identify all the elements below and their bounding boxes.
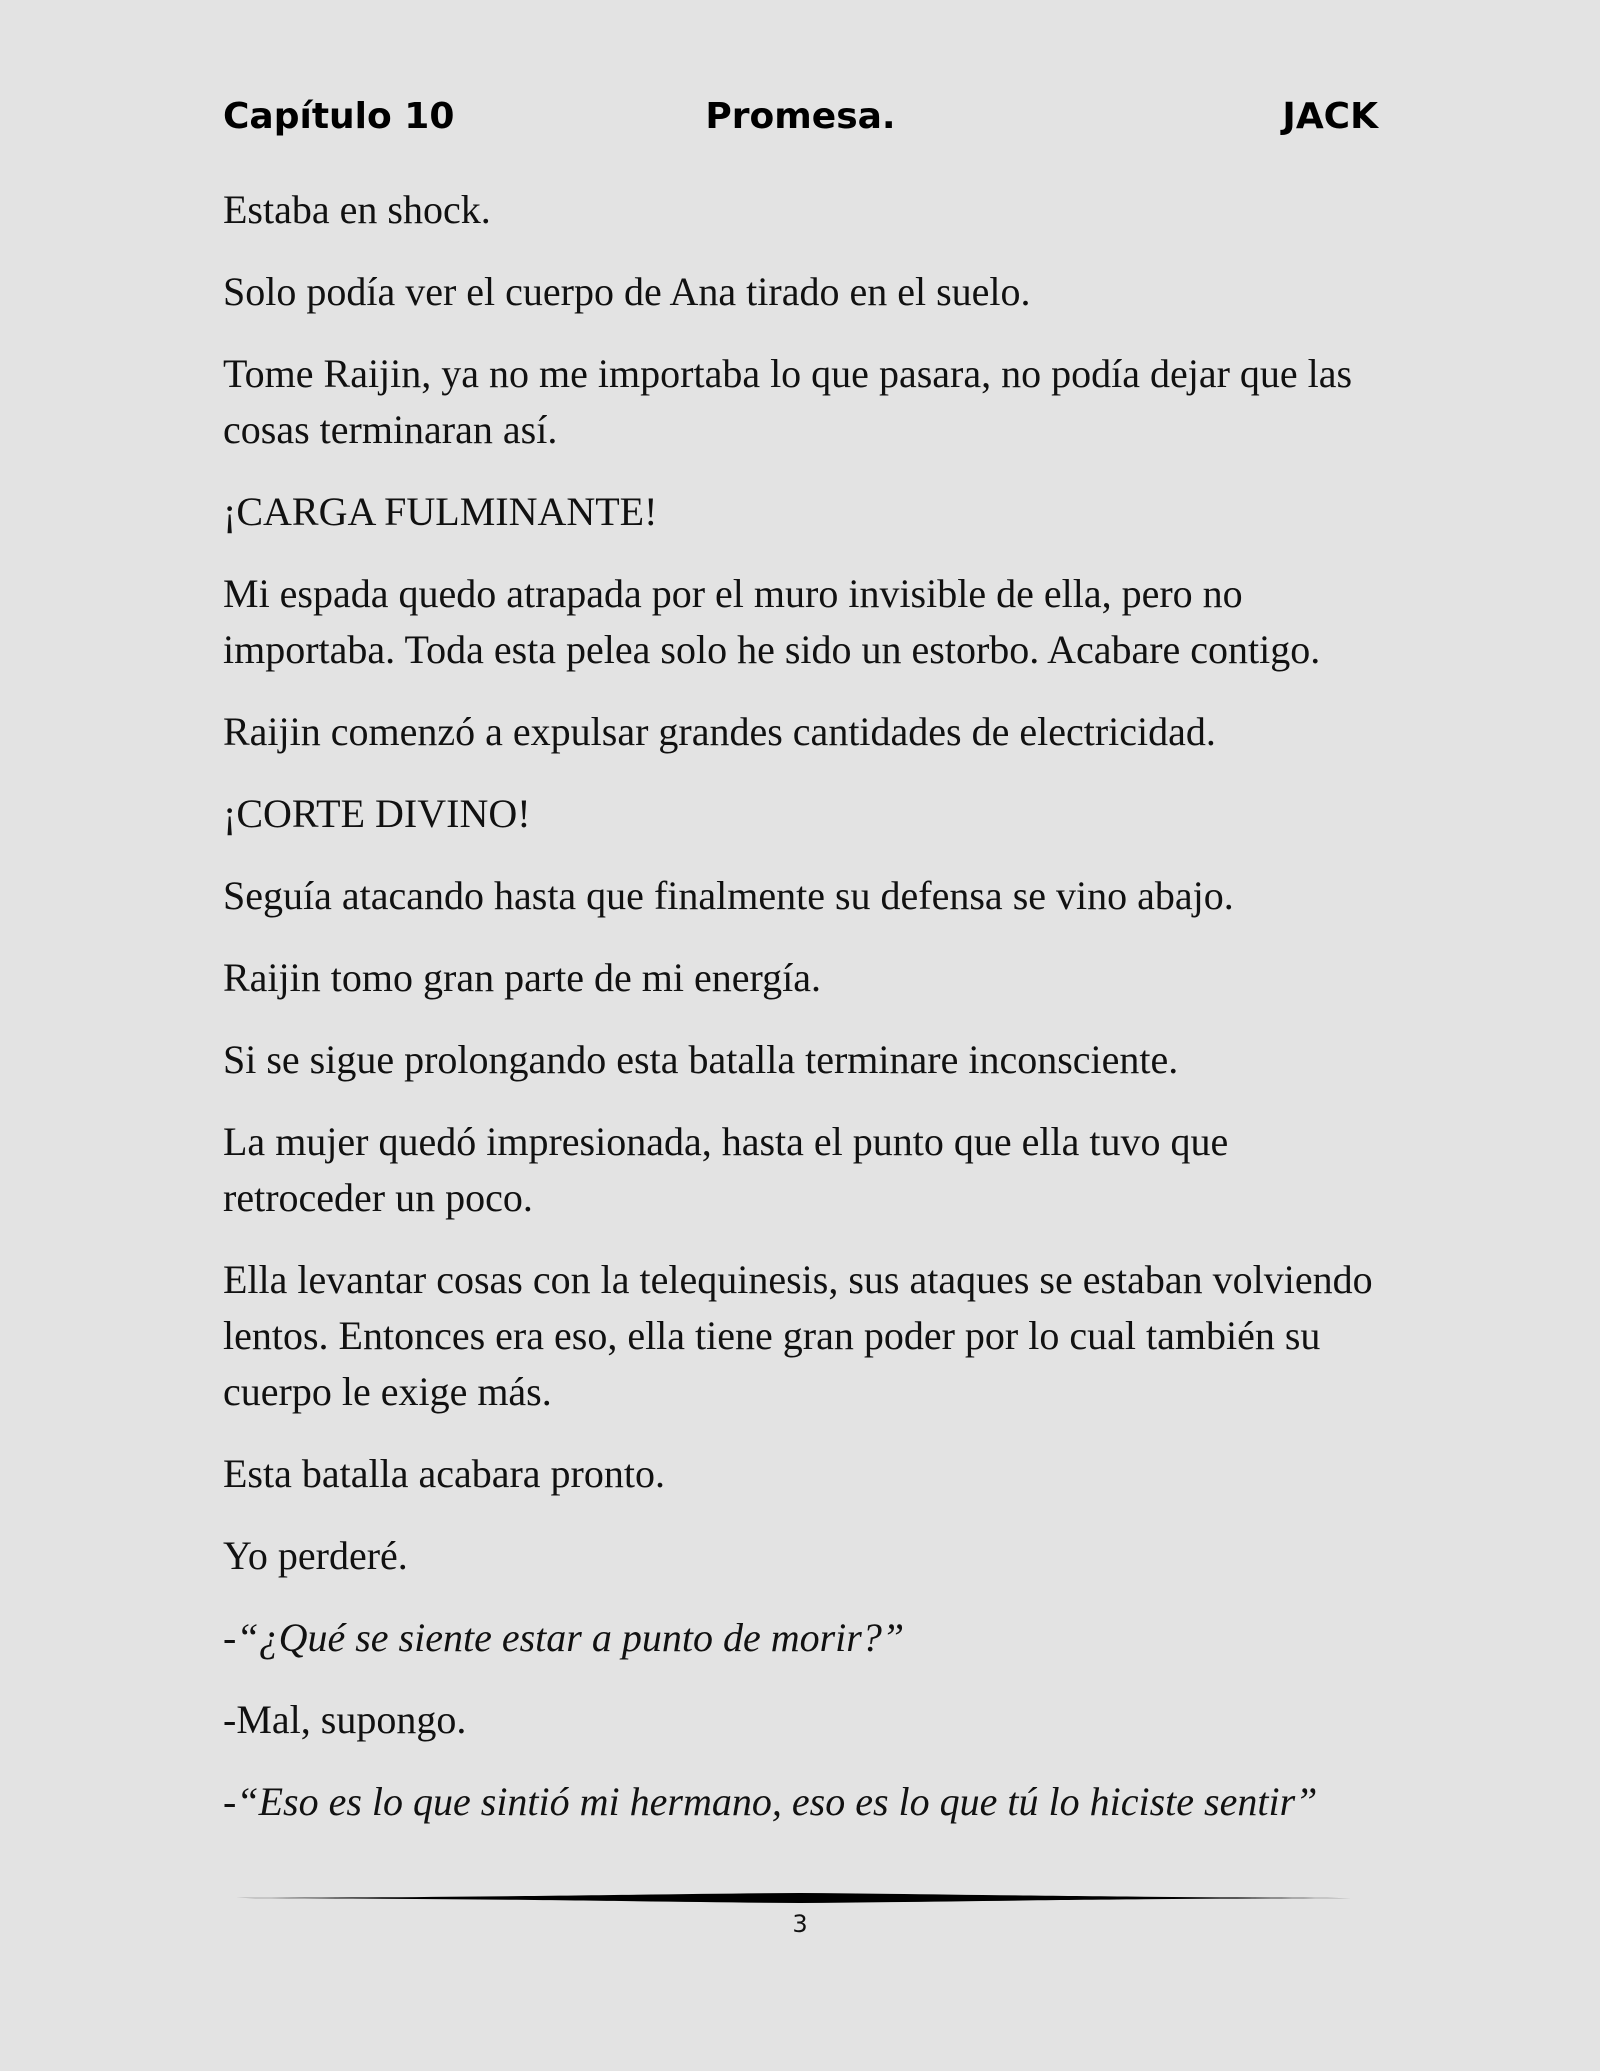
page-number: 3 — [792, 1910, 808, 1938]
dialogue-line: -“Eso es lo que sintió mi hermano, eso es lo que tú lo hiciste sentir” — [223, 1779, 1318, 1824]
paragraph: ¡CORTE DIVINO! — [223, 791, 531, 836]
body-text — [223, 182, 1383, 1856]
paragraph: Si se sigue prolongando esta batalla terminare inconsciente. — [223, 1037, 1179, 1082]
paragraph: La mujer quedó impresionada, hasta el punto que ella tuvo que retroceder un poco. — [223, 1119, 1229, 1220]
paragraph: Raijin tomo gran parte de mi energía. — [223, 955, 821, 1000]
paragraph: ¡CARGA FULMINANTE! — [223, 489, 658, 534]
paragraph: Esta batalla acabara pronto. — [223, 1451, 665, 1496]
chapter-title: Promesa. — [705, 96, 896, 137]
footer-divider — [236, 1888, 1364, 1908]
author-name: JACK — [1282, 96, 1378, 137]
chapter-label: Capítulo 10 — [223, 96, 455, 137]
dialogue-line: -Mal, supongo. — [223, 1697, 467, 1742]
paragraph: Tome Raijin, ya no me importaba lo que pasara, no podía dejar que las cosas terminaran así. — [223, 351, 1353, 452]
running-header — [223, 96, 1378, 146]
paragraph: Ella levantar cosas con la telequinesis, sus ataques se estaban volviendo lentos. Entonces era eso, ella tiene gran poder por lo cual también su cuerpo le exige más. — [223, 1257, 1373, 1414]
paragraph: Yo perderé. — [223, 1533, 408, 1578]
paragraph: Estaba en shock. — [223, 187, 491, 232]
paragraph: Raijin comenzó a expulsar grandes cantidades de electricidad. — [223, 709, 1216, 754]
paragraph: Seguía atacando hasta que finalmente su defensa se vino abajo. — [223, 873, 1234, 918]
paragraph: Mi espada quedo atrapada por el muro invisible de ella, pero no importaba. Toda esta pelea solo he sido un estorbo. Acabare contigo. — [223, 571, 1321, 672]
paragraph: Solo podía ver el cuerpo de Ana tirado en el suelo. — [223, 269, 1031, 314]
dialogue-line: -“¿Qué se siente estar a punto de morir?” — [223, 1615, 905, 1660]
